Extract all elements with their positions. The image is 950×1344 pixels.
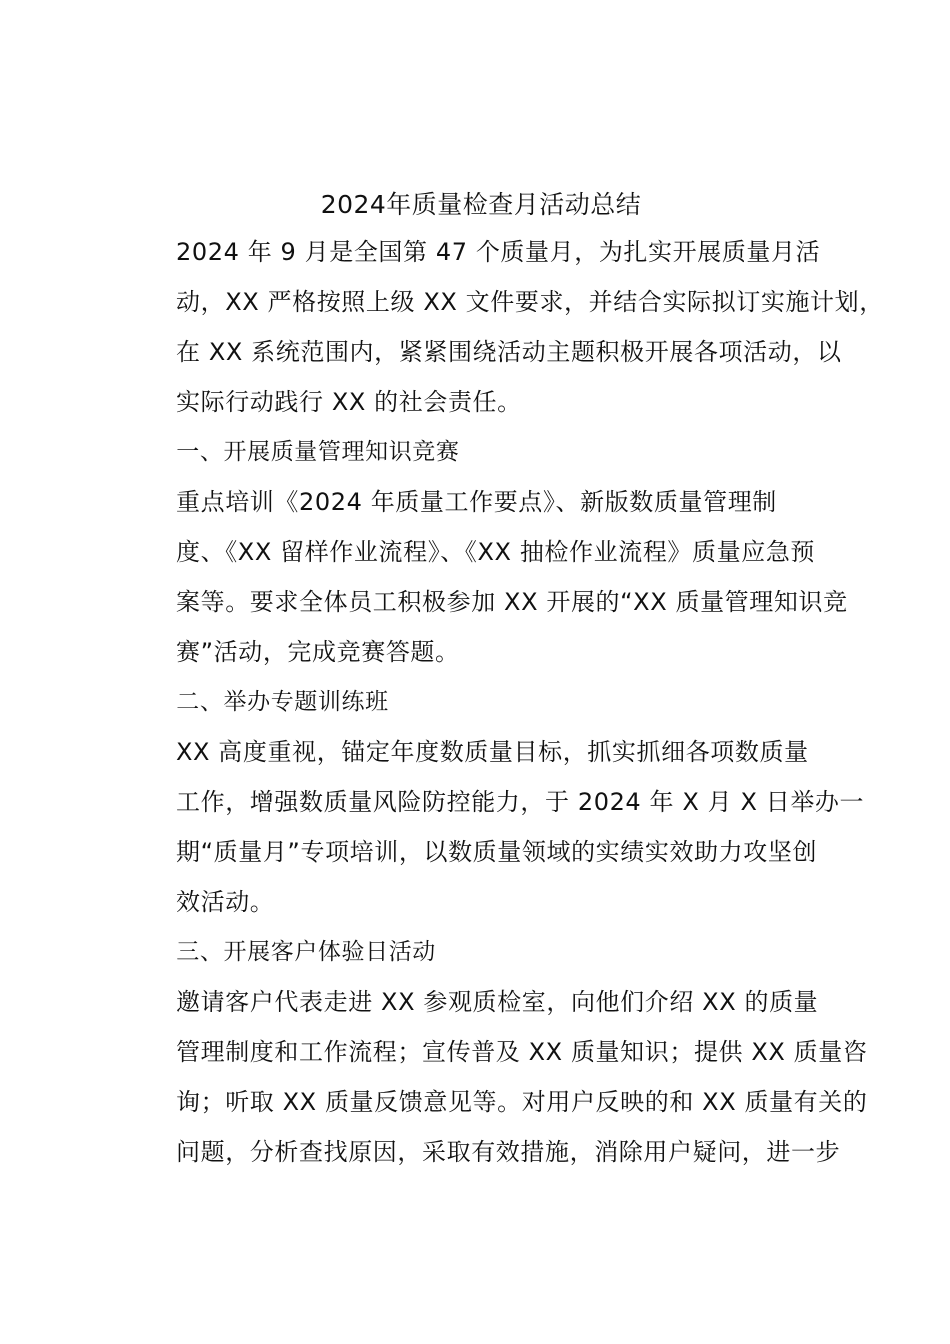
section-paragraph-3 <box>128 977 868 1177</box>
paragraph-line: 2024 年 9 月是全国第 47 个质量月，为扎实开展质量月活 <box>176 238 821 266</box>
paragraph-line: 询；听取 XX 质量反馈意见等。对用户反映的和 XX 质量有关的 <box>176 1088 868 1116</box>
paragraph-line: 重点培训《2024 年质量工作要点》、新版数质量管理制 <box>176 488 777 516</box>
document-body <box>128 183 884 1177</box>
intro-paragraph <box>128 227 884 427</box>
document-title: 2024年质量检查月活动总结 <box>320 190 642 219</box>
paragraph-line: 管理制度和工作流程；宣传普及 XX 质量知识；提供 XX 质量咨 <box>176 1038 868 1066</box>
paragraph-line: 赛”活动，完成竞赛答题。 <box>176 638 460 666</box>
paragraph-line: 工作，增强数质量风险防控能力，于 2024 年 X 月 X 日举办一 <box>176 788 865 816</box>
paragraph-line: 问题，分析查找原因，采取有效措施，消除用户疑问，进一步 <box>176 1138 841 1166</box>
section-heading-1: 一、开展质量管理知识竞赛 <box>176 439 460 465</box>
paragraph-line: 效活动。 <box>176 888 275 916</box>
section-paragraph-1 <box>128 477 848 677</box>
section-heading-2: 二、举办专题训练班 <box>176 689 389 715</box>
section-heading-3: 三、开展客户体验日活动 <box>176 939 436 965</box>
paragraph-line: 期“质量月”专项培训，以数质量领域的实绩实效助力攻坚创 <box>176 838 818 866</box>
paragraph-line: XX 高度重视，锚定年度数质量目标，抓实抓细各项数质量 <box>176 738 809 766</box>
paragraph-line: 动，XX 严格按照上级 XX 文件要求，并结合实际拟订实施计划， <box>176 288 884 316</box>
paragraph-line: 实际行动践行 XX 的社会责任。 <box>176 388 522 416</box>
paragraph-line: 在 XX 系统范围内，紧紧围绕活动主题积极开展各项活动，以 <box>176 338 842 366</box>
paragraph-line: 邀请客户代表走进 XX 参观质检室，向他们介绍 XX 的质量 <box>176 988 819 1016</box>
paragraph-line: 案等。要求全体员工积极参加 XX 开展的“XX 质量管理知识竞 <box>176 588 848 616</box>
paragraph-line: 度、《XX 留样作业流程》、《XX 抽检作业流程》质量应急预 <box>176 538 816 566</box>
section-paragraph-2 <box>128 727 865 927</box>
